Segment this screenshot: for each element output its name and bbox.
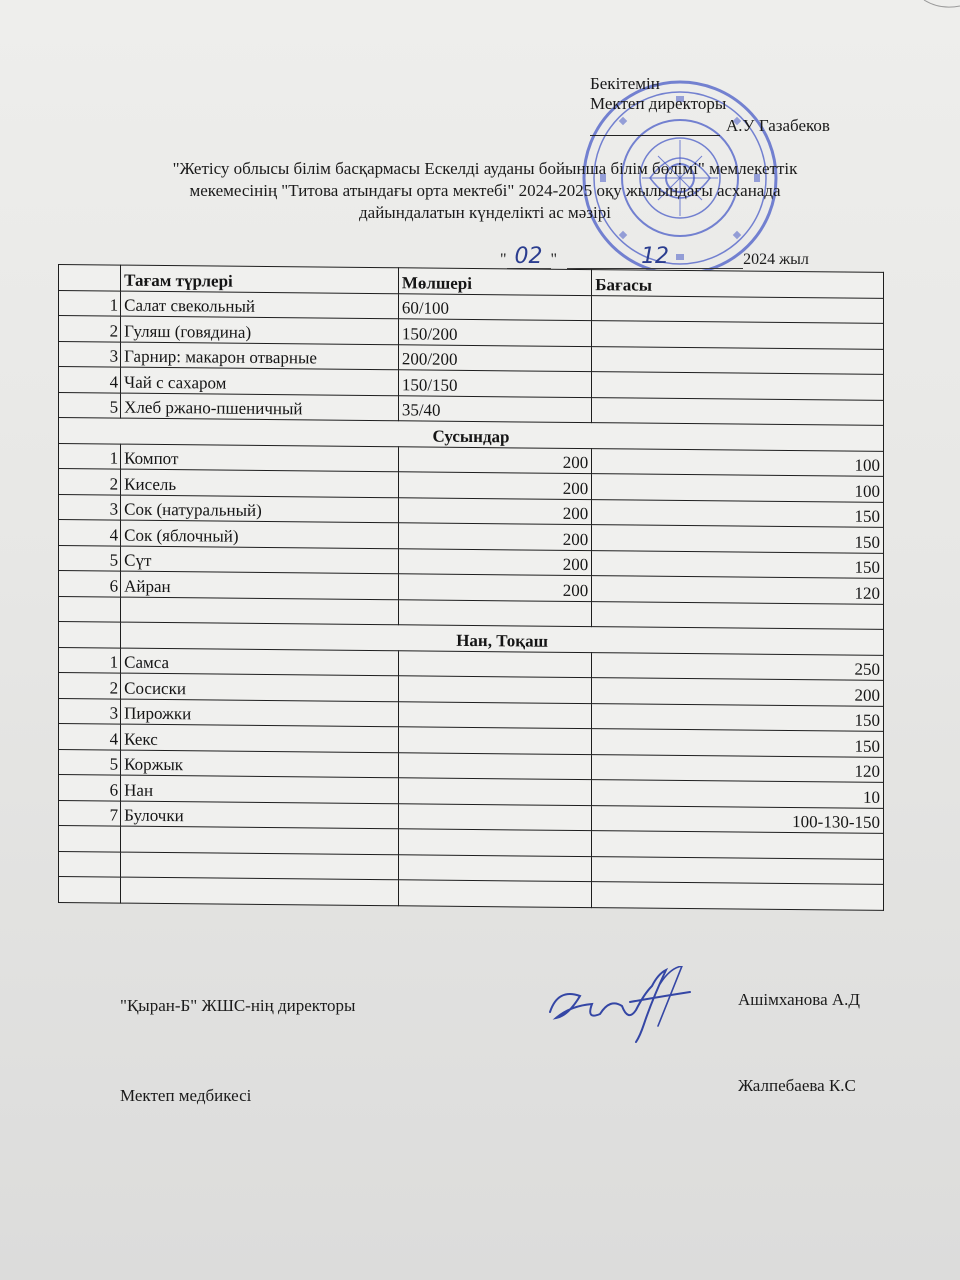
item-qty [398, 803, 591, 830]
row-number: 5 [59, 749, 121, 775]
item-price: 120 [592, 576, 884, 604]
row-number: 7 [59, 800, 121, 826]
item-qty: 60/100 [398, 293, 591, 320]
row-number: 5 [59, 392, 121, 418]
item-price: 150 [592, 729, 884, 757]
item-name: Коржык [121, 750, 399, 778]
document-title [60, 158, 910, 224]
item-qty: 200 [398, 548, 591, 575]
item-qty [398, 701, 591, 728]
item-name: Компот [121, 444, 399, 472]
row-number: 3 [59, 698, 121, 724]
item-qty: 200 [398, 446, 591, 473]
header-price: Бағасы [592, 270, 884, 298]
approval-signature-line [590, 119, 720, 136]
item-price: 100-130-150 [592, 805, 884, 833]
item-name: Сок (натуральный) [121, 495, 399, 523]
item-price [592, 346, 884, 374]
header-name: Тағам түрлері [121, 265, 399, 293]
item-price: 150 [592, 550, 884, 578]
approval-block [590, 74, 830, 136]
item-qty [398, 676, 591, 703]
row-number: 1 [59, 443, 121, 469]
approval-heading: Бекітемін [590, 74, 660, 93]
title-line-2: мекемесінің "Титова атындағы орта мектебі" 2024-2025 оқу жылындағы асханада [189, 181, 781, 200]
item-name: Кекс [121, 724, 399, 752]
row-number: 2 [59, 316, 121, 342]
item-price [592, 372, 884, 400]
company-director-label: "Қыран-Б" ЖШС-нің директоры [120, 996, 356, 1015]
approval-position: Мектеп директоры [590, 94, 727, 113]
item-qty [398, 778, 591, 805]
date-close-quote: " [550, 251, 558, 268]
item-qty: 200 [398, 574, 591, 601]
menu-table-body [59, 265, 884, 910]
row-number: 1 [59, 647, 121, 673]
section-title-bakery: Нан, Тоқаш [121, 622, 884, 655]
item-qty [398, 752, 591, 779]
header-qty: Мөлшері [398, 268, 591, 295]
date-open-quote: " [500, 251, 507, 268]
item-qty: 150/200 [398, 319, 591, 346]
item-price: 250 [592, 652, 884, 680]
item-price: 100 [592, 474, 884, 502]
item-name: Кисель [121, 469, 399, 497]
item-qty [398, 727, 591, 754]
item-price [592, 397, 884, 425]
item-name: Самса [121, 648, 399, 676]
item-price: 150 [592, 703, 884, 731]
row-number: 6 [59, 775, 121, 801]
item-qty [398, 650, 591, 677]
date-month: 12 [567, 246, 743, 269]
item-name: Нан [121, 775, 399, 803]
title-line-1: "Жетісу облысы білім басқармасы Ескелді ауданы бойынша білім бөлімі" мемлекеттік [172, 159, 798, 178]
item-price: 100 [592, 448, 884, 476]
section-title-drinks: Сусындар [59, 418, 884, 451]
item-qty: 200/200 [398, 344, 591, 371]
item-price: 10 [592, 780, 884, 808]
item-name: Гуляш (говядина) [121, 316, 399, 344]
row-number: 6 [59, 571, 121, 597]
item-price [592, 295, 884, 323]
item-name: Хлеб ржано-пшеничный [121, 393, 399, 421]
item-name: Чай с сахаром [121, 367, 399, 395]
item-qty: 200 [398, 497, 591, 524]
item-name: Айран [121, 571, 399, 599]
header-number-cell [59, 265, 121, 291]
approval-signature-row [590, 116, 830, 136]
item-name: Сүт [121, 546, 399, 574]
school-nurse-label: Мектеп медбикесі [120, 1086, 252, 1105]
menu-table [58, 264, 884, 910]
row-number: 2 [59, 673, 121, 699]
row-number: 2 [59, 469, 121, 495]
row-number: 1 [59, 290, 121, 316]
item-qty: 35/40 [398, 395, 591, 422]
item-price: 150 [592, 525, 884, 553]
row-number: 4 [59, 367, 121, 393]
item-price: 200 [592, 678, 884, 706]
item-name: Сок (яблочный) [121, 520, 399, 548]
handwritten-signature-icon [540, 966, 720, 1046]
item-name: Булочки [121, 801, 399, 829]
item-price [592, 321, 884, 349]
item-name: Сосиски [121, 673, 399, 701]
row-number: 5 [59, 545, 121, 571]
item-name: Гарнир: макарон отварные [121, 342, 399, 370]
row-number: 3 [59, 341, 121, 367]
row-number: 3 [59, 494, 121, 520]
date-year: 2024 жыл [743, 251, 809, 268]
row-number: 4 [59, 520, 121, 546]
date-day: 02 [507, 246, 551, 269]
item-qty: 150/150 [398, 370, 591, 397]
item-qty: 200 [398, 523, 591, 550]
row-number: 4 [59, 724, 121, 750]
title-line-3: дайындалатын күнделікті ас мәзірі [359, 203, 611, 222]
item-name: Пирожки [121, 699, 399, 727]
company-director-name: Ашімханова А.Д [738, 990, 860, 1009]
item-price: 120 [592, 754, 884, 782]
item-name: Салат свекольный [121, 291, 399, 319]
approval-name: А.У Газабеков [726, 116, 830, 135]
item-price: 150 [592, 499, 884, 527]
paper-corner-mark [920, 0, 960, 24]
date-row [500, 246, 809, 269]
school-nurse-name: Жалпебаева К.С [738, 1076, 856, 1095]
item-qty: 200 [398, 472, 591, 499]
